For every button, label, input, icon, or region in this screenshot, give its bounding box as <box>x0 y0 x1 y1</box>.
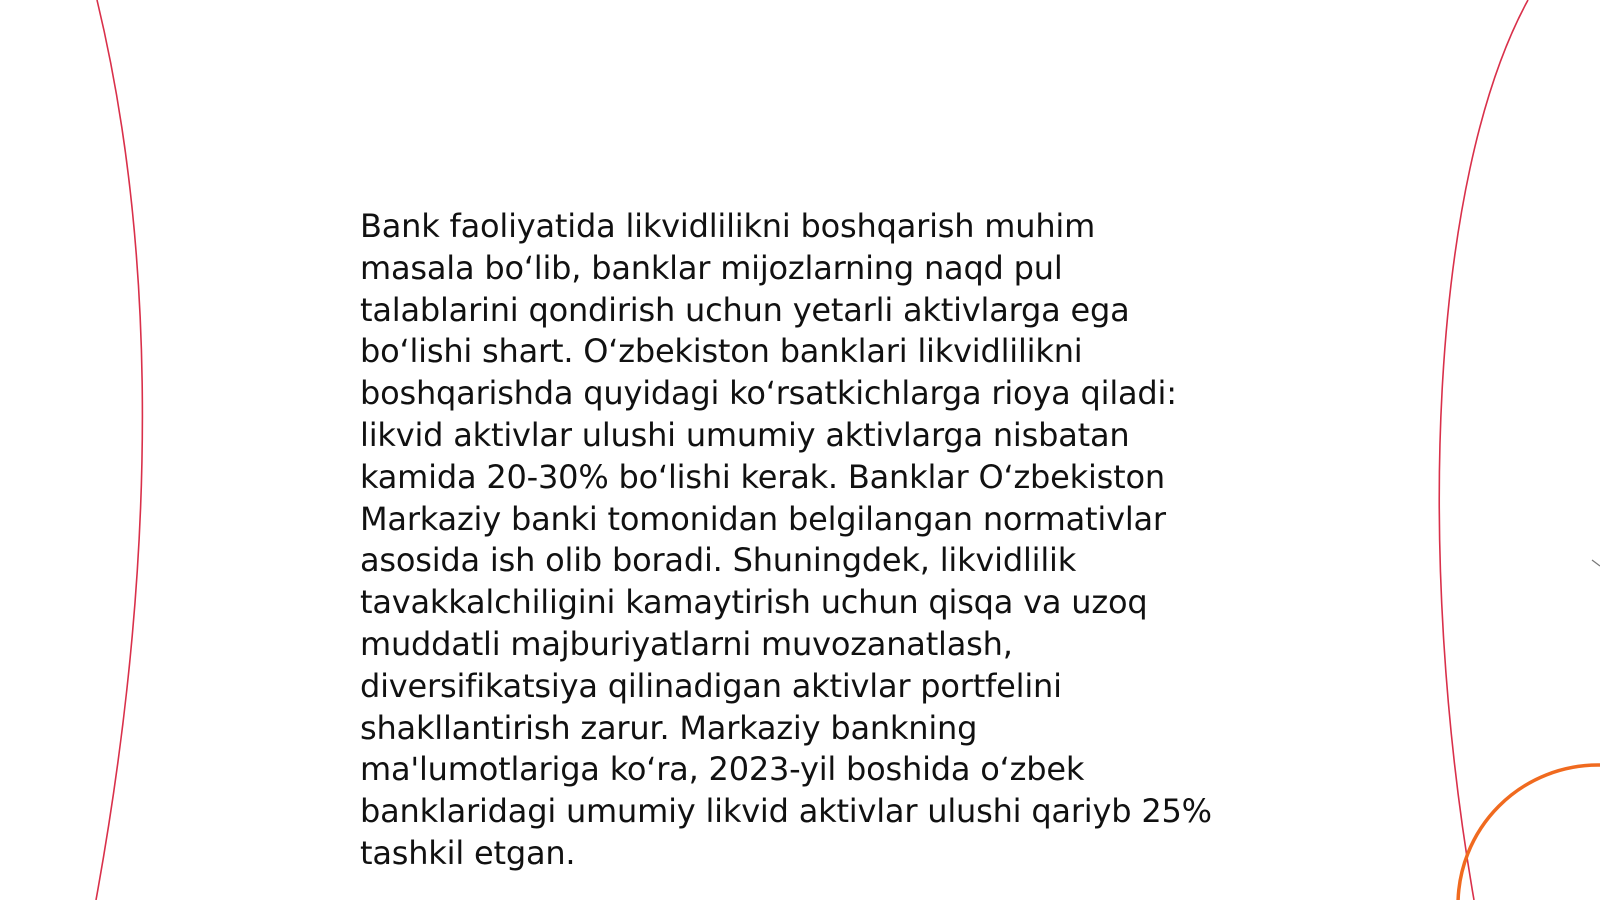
body-text: Bank faoliyatida likvidlilikni boshqarish muhim masala boʻlib, banklar mijozlarning naqd pul talablarini qondirish uchun yetarli aktivlarga ega boʻlishi shart. Oʻzbekiston banklari likvidlilikni boshqarishda quyidagi koʻrsatkichlarga rioya qiladi: likvid aktivlar ulushi umumiy aktivlarga nisbatan kamida 20-30% boʻlishi kerak. Banklar Oʻzbekiston Markaziy banki tomonidan belgilangan normativlar asosida ish olib boradi. Shuningdek, likvidlilik tavakkalchiligini kamaytirish uchun qisqa va uzoq muddatli majburiyatlarni muvozanatlash, diversifikatsiya qilinadigan aktivlar portfelini shakllantirish zarur. Markaziy bankning ma'lumotlariga koʻra, 2023-yil boshida oʻzbek banklaridagi umumiy likvid aktivlar ulushi qariyb 25% tashkil etgan. <box>360 207 1212 872</box>
orange-circle-arc <box>1458 765 1600 900</box>
right-edge-mark <box>1592 560 1600 566</box>
left-red-curve <box>96 0 142 900</box>
right-red-curve <box>1439 0 1528 900</box>
